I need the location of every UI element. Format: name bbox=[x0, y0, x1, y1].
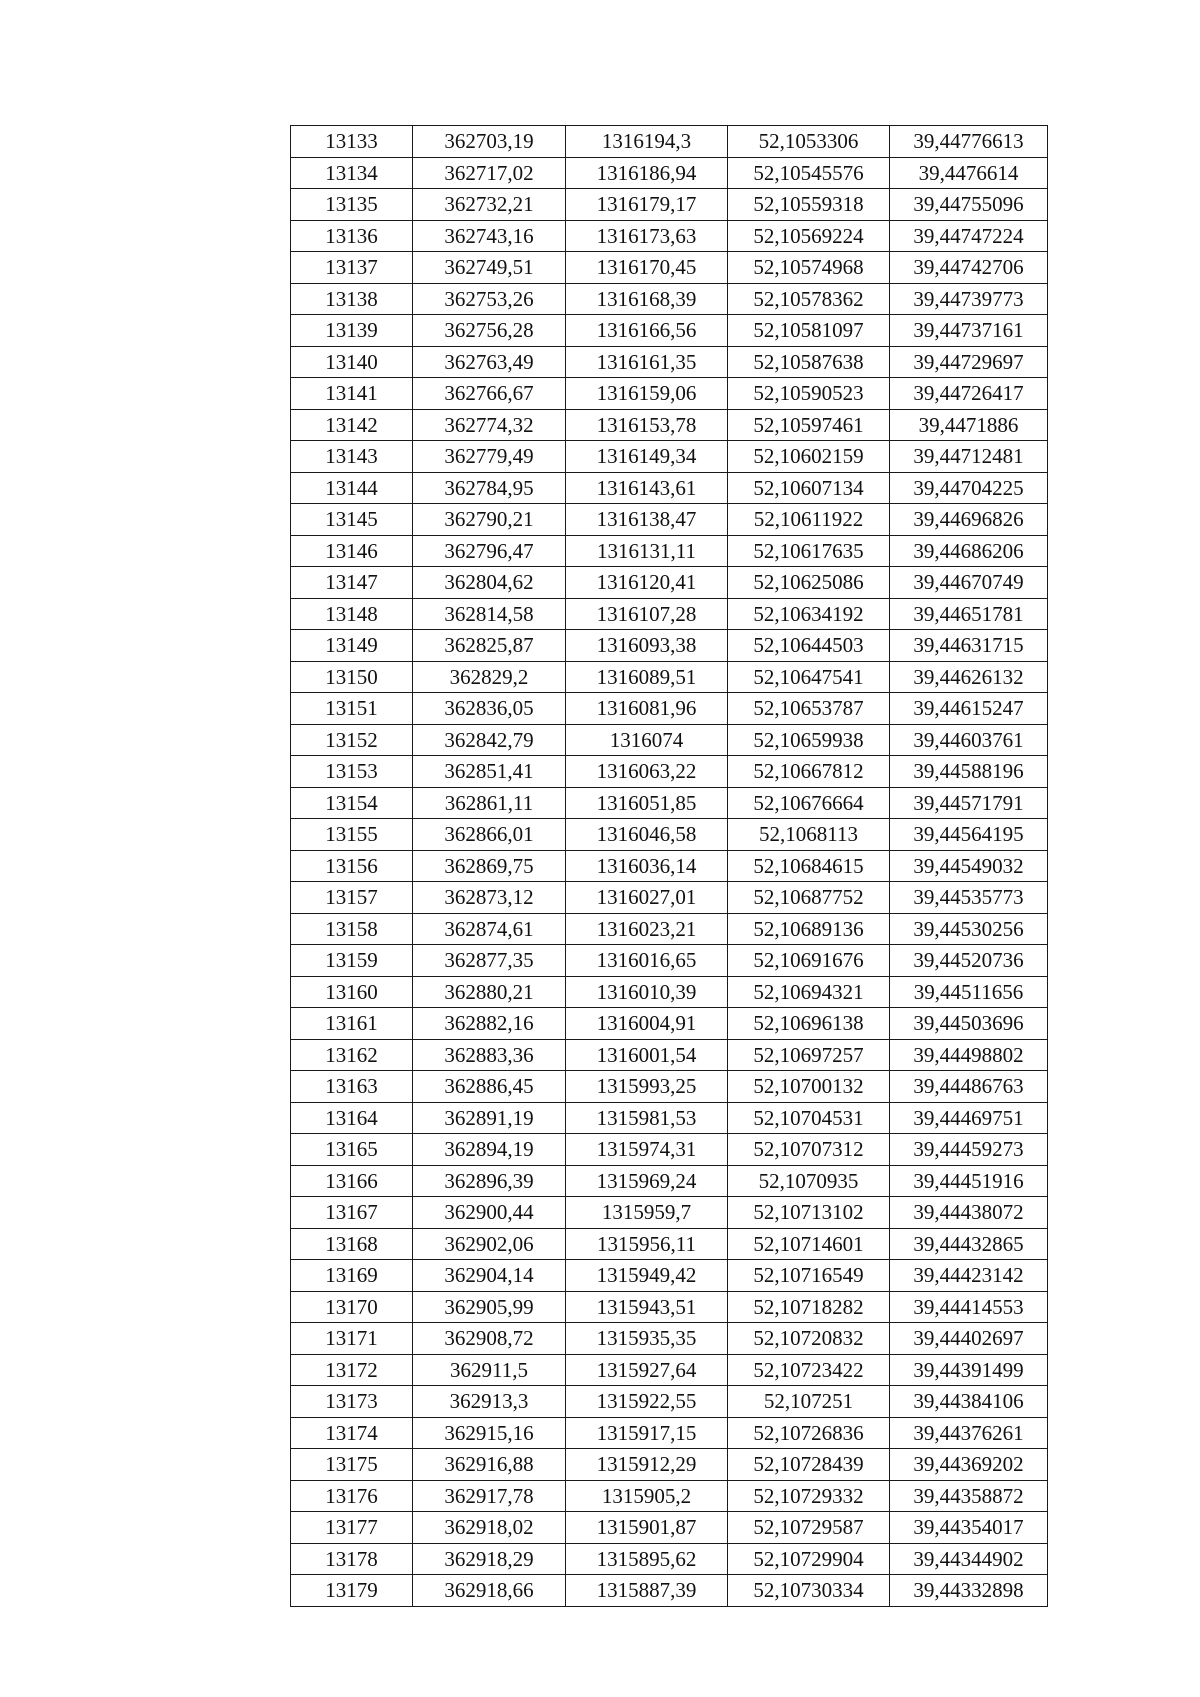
point-number-cell: 13133 bbox=[291, 126, 413, 158]
table-row bbox=[291, 724, 1048, 756]
latitude-cell: 52,10723422 bbox=[728, 1354, 890, 1386]
y-coordinate-cell: 1315969,24 bbox=[566, 1165, 728, 1197]
longitude-cell: 39,44737161 bbox=[890, 315, 1048, 347]
latitude-cell: 52,10602159 bbox=[728, 441, 890, 473]
y-coordinate-cell: 1316046,58 bbox=[566, 819, 728, 851]
latitude-cell: 52,10545576 bbox=[728, 157, 890, 189]
table-row bbox=[291, 504, 1048, 536]
point-number-cell: 13151 bbox=[291, 693, 413, 725]
y-coordinate-cell: 1315949,42 bbox=[566, 1260, 728, 1292]
table-row bbox=[291, 283, 1048, 315]
table-row bbox=[291, 976, 1048, 1008]
point-number-cell: 13162 bbox=[291, 1039, 413, 1071]
point-number-cell: 13155 bbox=[291, 819, 413, 851]
coordinates-table-body bbox=[291, 126, 1048, 1607]
longitude-cell: 39,44651781 bbox=[890, 598, 1048, 630]
table-row bbox=[291, 1134, 1048, 1166]
latitude-cell: 52,10726836 bbox=[728, 1417, 890, 1449]
table-row bbox=[291, 1543, 1048, 1575]
y-coordinate-cell: 1315895,62 bbox=[566, 1543, 728, 1575]
table-row bbox=[291, 913, 1048, 945]
x-coordinate-cell: 362913,3 bbox=[413, 1386, 566, 1418]
y-coordinate-cell: 1316159,06 bbox=[566, 378, 728, 410]
table-row bbox=[291, 850, 1048, 882]
x-coordinate-cell: 362883,36 bbox=[413, 1039, 566, 1071]
table-row bbox=[291, 630, 1048, 662]
x-coordinate-cell: 362774,32 bbox=[413, 409, 566, 441]
longitude-cell: 39,44626132 bbox=[890, 661, 1048, 693]
table-row bbox=[291, 1291, 1048, 1323]
x-coordinate-cell: 362749,51 bbox=[413, 252, 566, 284]
table-row bbox=[291, 661, 1048, 693]
latitude-cell: 52,10611922 bbox=[728, 504, 890, 536]
latitude-cell: 52,1068113 bbox=[728, 819, 890, 851]
longitude-cell: 39,44712481 bbox=[890, 441, 1048, 473]
latitude-cell: 52,10684615 bbox=[728, 850, 890, 882]
y-coordinate-cell: 1315922,55 bbox=[566, 1386, 728, 1418]
table-row bbox=[291, 409, 1048, 441]
latitude-cell: 52,10700132 bbox=[728, 1071, 890, 1103]
x-coordinate-cell: 362851,41 bbox=[413, 756, 566, 788]
longitude-cell: 39,44354017 bbox=[890, 1512, 1048, 1544]
longitude-cell: 39,44414553 bbox=[890, 1291, 1048, 1323]
point-number-cell: 13158 bbox=[291, 913, 413, 945]
y-coordinate-cell: 1315887,39 bbox=[566, 1575, 728, 1607]
x-coordinate-cell: 362874,61 bbox=[413, 913, 566, 945]
longitude-cell: 39,44564195 bbox=[890, 819, 1048, 851]
y-coordinate-cell: 1315917,15 bbox=[566, 1417, 728, 1449]
table-row bbox=[291, 1386, 1048, 1418]
point-number-cell: 13146 bbox=[291, 535, 413, 567]
latitude-cell: 52,10697257 bbox=[728, 1039, 890, 1071]
longitude-cell: 39,44402697 bbox=[890, 1323, 1048, 1355]
longitude-cell: 39,44511656 bbox=[890, 976, 1048, 1008]
point-number-cell: 13159 bbox=[291, 945, 413, 977]
latitude-cell: 52,10718282 bbox=[728, 1291, 890, 1323]
point-number-cell: 13178 bbox=[291, 1543, 413, 1575]
latitude-cell: 52,10716549 bbox=[728, 1260, 890, 1292]
y-coordinate-cell: 1316001,54 bbox=[566, 1039, 728, 1071]
latitude-cell: 52,1053306 bbox=[728, 126, 890, 158]
latitude-cell: 52,10689136 bbox=[728, 913, 890, 945]
point-number-cell: 13160 bbox=[291, 976, 413, 1008]
latitude-cell: 52,10696138 bbox=[728, 1008, 890, 1040]
x-coordinate-cell: 362784,95 bbox=[413, 472, 566, 504]
point-number-cell: 13169 bbox=[291, 1260, 413, 1292]
table-row bbox=[291, 1008, 1048, 1040]
y-coordinate-cell: 1316074 bbox=[566, 724, 728, 756]
x-coordinate-cell: 362766,67 bbox=[413, 378, 566, 410]
x-coordinate-cell: 362866,01 bbox=[413, 819, 566, 851]
y-coordinate-cell: 1316194,3 bbox=[566, 126, 728, 158]
x-coordinate-cell: 362905,99 bbox=[413, 1291, 566, 1323]
table-row bbox=[291, 441, 1048, 473]
table-row bbox=[291, 787, 1048, 819]
longitude-cell: 39,44549032 bbox=[890, 850, 1048, 882]
latitude-cell: 52,10667812 bbox=[728, 756, 890, 788]
longitude-cell: 39,44615247 bbox=[890, 693, 1048, 725]
point-number-cell: 13138 bbox=[291, 283, 413, 315]
y-coordinate-cell: 1316161,35 bbox=[566, 346, 728, 378]
x-coordinate-cell: 362918,29 bbox=[413, 1543, 566, 1575]
table-row bbox=[291, 1323, 1048, 1355]
x-coordinate-cell: 362900,44 bbox=[413, 1197, 566, 1229]
x-coordinate-cell: 362917,78 bbox=[413, 1480, 566, 1512]
y-coordinate-cell: 1315981,53 bbox=[566, 1102, 728, 1134]
longitude-cell: 39,44747224 bbox=[890, 220, 1048, 252]
latitude-cell: 52,10617635 bbox=[728, 535, 890, 567]
point-number-cell: 13143 bbox=[291, 441, 413, 473]
latitude-cell: 52,10569224 bbox=[728, 220, 890, 252]
y-coordinate-cell: 1315901,87 bbox=[566, 1512, 728, 1544]
y-coordinate-cell: 1316027,01 bbox=[566, 882, 728, 914]
longitude-cell: 39,44391499 bbox=[890, 1354, 1048, 1386]
longitude-cell: 39,44432865 bbox=[890, 1228, 1048, 1260]
longitude-cell: 39,44729697 bbox=[890, 346, 1048, 378]
x-coordinate-cell: 362796,47 bbox=[413, 535, 566, 567]
point-number-cell: 13161 bbox=[291, 1008, 413, 1040]
point-number-cell: 13141 bbox=[291, 378, 413, 410]
point-number-cell: 13142 bbox=[291, 409, 413, 441]
point-number-cell: 13150 bbox=[291, 661, 413, 693]
point-number-cell: 13152 bbox=[291, 724, 413, 756]
x-coordinate-cell: 362904,14 bbox=[413, 1260, 566, 1292]
y-coordinate-cell: 1316081,96 bbox=[566, 693, 728, 725]
y-coordinate-cell: 1316120,41 bbox=[566, 567, 728, 599]
y-coordinate-cell: 1315927,64 bbox=[566, 1354, 728, 1386]
point-number-cell: 13167 bbox=[291, 1197, 413, 1229]
y-coordinate-cell: 1315959,7 bbox=[566, 1197, 728, 1229]
table-row bbox=[291, 378, 1048, 410]
y-coordinate-cell: 1316166,56 bbox=[566, 315, 728, 347]
table-row bbox=[291, 315, 1048, 347]
point-number-cell: 13168 bbox=[291, 1228, 413, 1260]
latitude-cell: 52,10691676 bbox=[728, 945, 890, 977]
x-coordinate-cell: 362894,19 bbox=[413, 1134, 566, 1166]
y-coordinate-cell: 1316173,63 bbox=[566, 220, 728, 252]
x-coordinate-cell: 362861,11 bbox=[413, 787, 566, 819]
y-coordinate-cell: 1315993,25 bbox=[566, 1071, 728, 1103]
longitude-cell: 39,44498802 bbox=[890, 1039, 1048, 1071]
x-coordinate-cell: 362753,26 bbox=[413, 283, 566, 315]
table-row bbox=[291, 1071, 1048, 1103]
latitude-cell: 52,10597461 bbox=[728, 409, 890, 441]
latitude-cell: 52,10729904 bbox=[728, 1543, 890, 1575]
point-number-cell: 13148 bbox=[291, 598, 413, 630]
x-coordinate-cell: 362896,39 bbox=[413, 1165, 566, 1197]
point-number-cell: 13149 bbox=[291, 630, 413, 662]
longitude-cell: 39,44631715 bbox=[890, 630, 1048, 662]
x-coordinate-cell: 362703,19 bbox=[413, 126, 566, 158]
point-number-cell: 13163 bbox=[291, 1071, 413, 1103]
point-number-cell: 13137 bbox=[291, 252, 413, 284]
table-row bbox=[291, 1575, 1048, 1607]
latitude-cell: 52,10704531 bbox=[728, 1102, 890, 1134]
point-number-cell: 13147 bbox=[291, 567, 413, 599]
longitude-cell: 39,44530256 bbox=[890, 913, 1048, 945]
x-coordinate-cell: 362836,05 bbox=[413, 693, 566, 725]
longitude-cell: 39,44704225 bbox=[890, 472, 1048, 504]
x-coordinate-cell: 362779,49 bbox=[413, 441, 566, 473]
longitude-cell: 39,44670749 bbox=[890, 567, 1048, 599]
longitude-cell: 39,44776613 bbox=[890, 126, 1048, 158]
point-number-cell: 13136 bbox=[291, 220, 413, 252]
point-number-cell: 13176 bbox=[291, 1480, 413, 1512]
point-number-cell: 13145 bbox=[291, 504, 413, 536]
point-number-cell: 13157 bbox=[291, 882, 413, 914]
point-number-cell: 13177 bbox=[291, 1512, 413, 1544]
table-row bbox=[291, 252, 1048, 284]
y-coordinate-cell: 1316036,14 bbox=[566, 850, 728, 882]
x-coordinate-cell: 362882,16 bbox=[413, 1008, 566, 1040]
latitude-cell: 52,10730334 bbox=[728, 1575, 890, 1607]
point-number-cell: 13171 bbox=[291, 1323, 413, 1355]
longitude-cell: 39,44438072 bbox=[890, 1197, 1048, 1229]
y-coordinate-cell: 1316089,51 bbox=[566, 661, 728, 693]
latitude-cell: 52,10729332 bbox=[728, 1480, 890, 1512]
y-coordinate-cell: 1315956,11 bbox=[566, 1228, 728, 1260]
x-coordinate-cell: 362790,21 bbox=[413, 504, 566, 536]
x-coordinate-cell: 362873,12 bbox=[413, 882, 566, 914]
latitude-cell: 52,10581097 bbox=[728, 315, 890, 347]
table-row bbox=[291, 567, 1048, 599]
x-coordinate-cell: 362918,66 bbox=[413, 1575, 566, 1607]
latitude-cell: 52,10625086 bbox=[728, 567, 890, 599]
table-row bbox=[291, 1449, 1048, 1481]
longitude-cell: 39,44588196 bbox=[890, 756, 1048, 788]
point-number-cell: 13140 bbox=[291, 346, 413, 378]
latitude-cell: 52,10694321 bbox=[728, 976, 890, 1008]
latitude-cell: 52,10578362 bbox=[728, 283, 890, 315]
point-number-cell: 13135 bbox=[291, 189, 413, 221]
point-number-cell: 13156 bbox=[291, 850, 413, 882]
latitude-cell: 52,10559318 bbox=[728, 189, 890, 221]
table-row bbox=[291, 1102, 1048, 1134]
longitude-cell: 39,44332898 bbox=[890, 1575, 1048, 1607]
x-coordinate-cell: 362814,58 bbox=[413, 598, 566, 630]
table-row bbox=[291, 1417, 1048, 1449]
y-coordinate-cell: 1316107,28 bbox=[566, 598, 728, 630]
x-coordinate-cell: 362880,21 bbox=[413, 976, 566, 1008]
y-coordinate-cell: 1316153,78 bbox=[566, 409, 728, 441]
y-coordinate-cell: 1316186,94 bbox=[566, 157, 728, 189]
longitude-cell: 39,44469751 bbox=[890, 1102, 1048, 1134]
table-row bbox=[291, 693, 1048, 725]
y-coordinate-cell: 1316093,38 bbox=[566, 630, 728, 662]
latitude-cell: 52,10659938 bbox=[728, 724, 890, 756]
point-number-cell: 13173 bbox=[291, 1386, 413, 1418]
table-row bbox=[291, 1354, 1048, 1386]
table-row bbox=[291, 189, 1048, 221]
table-row bbox=[291, 1165, 1048, 1197]
longitude-cell: 39,44376261 bbox=[890, 1417, 1048, 1449]
longitude-cell: 39,44755096 bbox=[890, 189, 1048, 221]
y-coordinate-cell: 1316143,61 bbox=[566, 472, 728, 504]
latitude-cell: 52,10713102 bbox=[728, 1197, 890, 1229]
longitude-cell: 39,44535773 bbox=[890, 882, 1048, 914]
longitude-cell: 39,44603761 bbox=[890, 724, 1048, 756]
x-coordinate-cell: 362743,16 bbox=[413, 220, 566, 252]
longitude-cell: 39,44423142 bbox=[890, 1260, 1048, 1292]
x-coordinate-cell: 362869,75 bbox=[413, 850, 566, 882]
latitude-cell: 52,10647541 bbox=[728, 661, 890, 693]
y-coordinate-cell: 1316170,45 bbox=[566, 252, 728, 284]
longitude-cell: 39,44739773 bbox=[890, 283, 1048, 315]
table-row bbox=[291, 126, 1048, 158]
x-coordinate-cell: 362915,16 bbox=[413, 1417, 566, 1449]
table-row bbox=[291, 1197, 1048, 1229]
latitude-cell: 52,10714601 bbox=[728, 1228, 890, 1260]
longitude-cell: 39,44686206 bbox=[890, 535, 1048, 567]
y-coordinate-cell: 1315943,51 bbox=[566, 1291, 728, 1323]
longitude-cell: 39,4476614 bbox=[890, 157, 1048, 189]
latitude-cell: 52,10687752 bbox=[728, 882, 890, 914]
table-row bbox=[291, 220, 1048, 252]
table-row bbox=[291, 535, 1048, 567]
point-number-cell: 13174 bbox=[291, 1417, 413, 1449]
x-coordinate-cell: 362908,72 bbox=[413, 1323, 566, 1355]
table-row bbox=[291, 1228, 1048, 1260]
point-number-cell: 13166 bbox=[291, 1165, 413, 1197]
point-number-cell: 13170 bbox=[291, 1291, 413, 1323]
table-row bbox=[291, 1260, 1048, 1292]
point-number-cell: 13175 bbox=[291, 1449, 413, 1481]
table-row bbox=[291, 1480, 1048, 1512]
longitude-cell: 39,44696826 bbox=[890, 504, 1048, 536]
longitude-cell: 39,44459273 bbox=[890, 1134, 1048, 1166]
latitude-cell: 52,10574968 bbox=[728, 252, 890, 284]
x-coordinate-cell: 362902,06 bbox=[413, 1228, 566, 1260]
y-coordinate-cell: 1316149,34 bbox=[566, 441, 728, 473]
table-row bbox=[291, 819, 1048, 851]
x-coordinate-cell: 362842,79 bbox=[413, 724, 566, 756]
y-coordinate-cell: 1315974,31 bbox=[566, 1134, 728, 1166]
latitude-cell: 52,107251 bbox=[728, 1386, 890, 1418]
y-coordinate-cell: 1316023,21 bbox=[566, 913, 728, 945]
x-coordinate-cell: 362732,21 bbox=[413, 189, 566, 221]
y-coordinate-cell: 1316004,91 bbox=[566, 1008, 728, 1040]
point-number-cell: 13164 bbox=[291, 1102, 413, 1134]
latitude-cell: 52,1070935 bbox=[728, 1165, 890, 1197]
y-coordinate-cell: 1315905,2 bbox=[566, 1480, 728, 1512]
latitude-cell: 52,10707312 bbox=[728, 1134, 890, 1166]
longitude-cell: 39,44344902 bbox=[890, 1543, 1048, 1575]
x-coordinate-cell: 362918,02 bbox=[413, 1512, 566, 1544]
longitude-cell: 39,44726417 bbox=[890, 378, 1048, 410]
table-row bbox=[291, 157, 1048, 189]
y-coordinate-cell: 1316138,47 bbox=[566, 504, 728, 536]
longitude-cell: 39,44369202 bbox=[890, 1449, 1048, 1481]
x-coordinate-cell: 362717,02 bbox=[413, 157, 566, 189]
longitude-cell: 39,44520736 bbox=[890, 945, 1048, 977]
x-coordinate-cell: 362877,35 bbox=[413, 945, 566, 977]
y-coordinate-cell: 1316168,39 bbox=[566, 283, 728, 315]
y-coordinate-cell: 1315912,29 bbox=[566, 1449, 728, 1481]
latitude-cell: 52,10676664 bbox=[728, 787, 890, 819]
longitude-cell: 39,44451916 bbox=[890, 1165, 1048, 1197]
x-coordinate-cell: 362886,45 bbox=[413, 1071, 566, 1103]
longitude-cell: 39,4471886 bbox=[890, 409, 1048, 441]
latitude-cell: 52,10644503 bbox=[728, 630, 890, 662]
table-row bbox=[291, 346, 1048, 378]
point-number-cell: 13154 bbox=[291, 787, 413, 819]
coordinates-table bbox=[290, 125, 1048, 1607]
latitude-cell: 52,10590523 bbox=[728, 378, 890, 410]
x-coordinate-cell: 362891,19 bbox=[413, 1102, 566, 1134]
point-number-cell: 13165 bbox=[291, 1134, 413, 1166]
point-number-cell: 13153 bbox=[291, 756, 413, 788]
point-number-cell: 13134 bbox=[291, 157, 413, 189]
x-coordinate-cell: 362916,88 bbox=[413, 1449, 566, 1481]
x-coordinate-cell: 362825,87 bbox=[413, 630, 566, 662]
y-coordinate-cell: 1316016,65 bbox=[566, 945, 728, 977]
table-row bbox=[291, 1039, 1048, 1071]
point-number-cell: 13172 bbox=[291, 1354, 413, 1386]
latitude-cell: 52,10607134 bbox=[728, 472, 890, 504]
latitude-cell: 52,10653787 bbox=[728, 693, 890, 725]
longitude-cell: 39,44486763 bbox=[890, 1071, 1048, 1103]
latitude-cell: 52,10634192 bbox=[728, 598, 890, 630]
x-coordinate-cell: 362804,62 bbox=[413, 567, 566, 599]
point-number-cell: 13179 bbox=[291, 1575, 413, 1607]
table-row bbox=[291, 1512, 1048, 1544]
longitude-cell: 39,44571791 bbox=[890, 787, 1048, 819]
x-coordinate-cell: 362829,2 bbox=[413, 661, 566, 693]
y-coordinate-cell: 1315935,35 bbox=[566, 1323, 728, 1355]
latitude-cell: 52,10720832 bbox=[728, 1323, 890, 1355]
longitude-cell: 39,44358872 bbox=[890, 1480, 1048, 1512]
table-row bbox=[291, 598, 1048, 630]
latitude-cell: 52,10587638 bbox=[728, 346, 890, 378]
table-row bbox=[291, 945, 1048, 977]
y-coordinate-cell: 1316179,17 bbox=[566, 189, 728, 221]
table-row bbox=[291, 882, 1048, 914]
x-coordinate-cell: 362763,49 bbox=[413, 346, 566, 378]
table-row bbox=[291, 756, 1048, 788]
longitude-cell: 39,44742706 bbox=[890, 252, 1048, 284]
longitude-cell: 39,44503696 bbox=[890, 1008, 1048, 1040]
latitude-cell: 52,10728439 bbox=[728, 1449, 890, 1481]
y-coordinate-cell: 1316051,85 bbox=[566, 787, 728, 819]
point-number-cell: 13139 bbox=[291, 315, 413, 347]
x-coordinate-cell: 362911,5 bbox=[413, 1354, 566, 1386]
x-coordinate-cell: 362756,28 bbox=[413, 315, 566, 347]
table-row bbox=[291, 472, 1048, 504]
latitude-cell: 52,10729587 bbox=[728, 1512, 890, 1544]
y-coordinate-cell: 1316010,39 bbox=[566, 976, 728, 1008]
longitude-cell: 39,44384106 bbox=[890, 1386, 1048, 1418]
point-number-cell: 13144 bbox=[291, 472, 413, 504]
y-coordinate-cell: 1316131,11 bbox=[566, 535, 728, 567]
y-coordinate-cell: 1316063,22 bbox=[566, 756, 728, 788]
